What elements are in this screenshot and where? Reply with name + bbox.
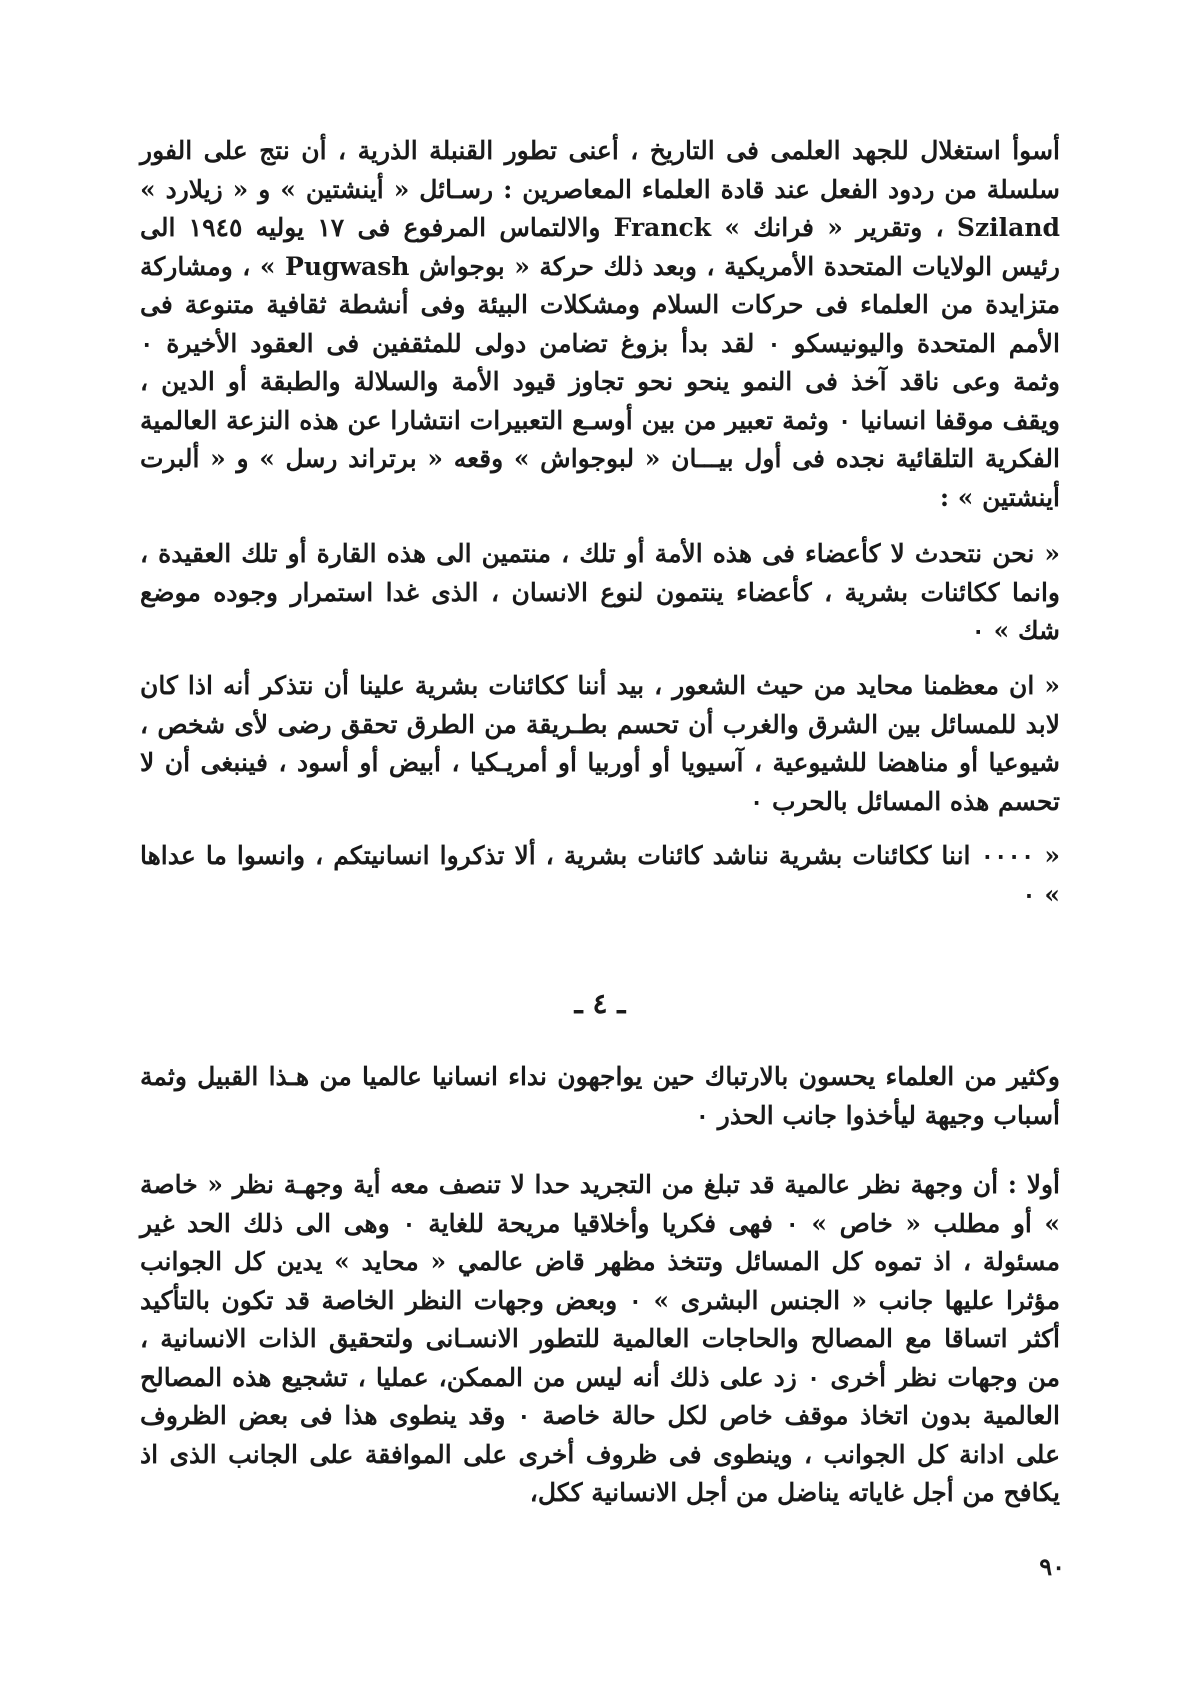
quote-text: « ان معظمنا محايد من حيث الشعور ، بيد أننا ككائنات بشرية علينا أن نتذكر أنه اذا كان لابد للمسائل بين الشرق والغرب أن تحسم بطـريقة من الطرق تحقق رضى لأى شخص ، شيوعيا أو مناهضا للشيوعية ، آسيويا أو أوربيا أو أمريـكيا ، أبيض أو أسود ، فينبغى أن لا تحسم هذه المسائل بالحرب ٠ [140,671,1060,816]
quote-text: « نحن نتحدث لا كأعضاء فى هذه الأمة أو تلك ، منتمين الى هذه القارة أو تلك العقيدة ، وانما ككائنات بشرية ، كأعضاء ينتمون لنوع الانسان ، الذى غدا استمرار وجوده موضع شك » ٠ [140,539,1060,645]
paragraph-intro [140,132,1060,517]
paragraph-scientists [140,1058,1060,1135]
section-number: ـ ٤ ـ [574,987,626,1020]
quote-text: « ٠٠٠٠ اننا ككائنات بشرية نناشد كائنات بشرية ، ألا تذكروا انسانيتكم ، وانسوا ما عداها » ٠ [140,841,1060,909]
paragraph-first-reason [140,1166,1060,1513]
paragraph-text: أولا : أن وجهة نظر عالمية قد تبلغ من التجريد حدا لا تنصف معه أية وجهـة نظر « خاصة » أو مطلب « خاص » ٠ فهى فكريا وأخلاقيا مريحة للغاية ٠ وهى الى ذلك الحد غير مسئولة ، اذ تموه كل المسائل وتتخذ مظهر قاض عالمي « محايد » يدين كل الجوانب مؤثرا عليها جانب « الجنس البشرى » ٠ وبعض وجهات النظر الخاصة قد تكون بالتأكيد أكثر اتساقا مع المصالح والحاجات العالمية للتطور الانسـانى ولتحقيق الذات الانسانية ، من وجهات نظر أخرى ٠ زد على ذلك أنه ليس من الممكن، عمليا ، تشجيع هذه المصالح العالمية بدون اتخاذ موقف خاص لكل حالة خاصة ٠ وقد ينطوى هذا فى بعض الظروف على ادانة كل الجوانب ، وينطوى فى ظروف أخرى على الموافقة على الجانب الذى اذ يكافح من أجل غاياته يناضل من أجل الانسانية ككل، [140,1170,1061,1507]
paragraph-text: أسوأ استغلال للجهد العلمى فى التاريخ ، أعنى تطور القنبلة الذرية ، أن نتج على الفور سلسلة من ردود الفعل عند قادة العلماء المعاصرين : رسـائل « أينشتين » و « زيلارد » Sziland ، وتقرير « فرانك » Franck والالتماس المرفوع فى ١٧ يوليه ١٩٤٥ الى رئيس الولايات المتحدة الأمريكية ، وبعد ذلك حركة « بوجواش Pugwash » ، ومشاركة متزايدة من العلماء فى حركات السلام ومشكلات البيئة وفى أنشطة ثقافية متنوعة فى الأمم المتحدة واليونيسكو ٠ لقد بدأ بزوغ تضامن دولى للمثقفين فى العقود الأخيرة ٠ وثمة وعى ناقد آخذ فى النمو ينحو نحو تجاوز قيود الأمة والسلالة والطبقة أو الدين ، ويقف موقفا انسانيا ٠ وثمة تعبير من بين أوسـع التعبيرات انتشارا عن هذه النزعة العالمية الفكرية التلقائية نجده فى أول بيـــان « لبوجواش » وقعه « برتراند رسل » و « ألبرت أينشتين » : [140,136,1061,512]
page-number: ٩٠ [1039,1552,1065,1581]
quote-paragraph-3 [140,837,1060,914]
paragraph-text: وكثير من العلماء يحسون بالارتباك حين يواجهون نداء انسانيا عالميا من هـذا القبيل وثمة أسباب وجيهة ليأخذوا جانب الحذر ٠ [140,1062,1060,1130]
quote-paragraph-2 [140,667,1060,821]
quote-paragraph-1 [140,535,1060,651]
